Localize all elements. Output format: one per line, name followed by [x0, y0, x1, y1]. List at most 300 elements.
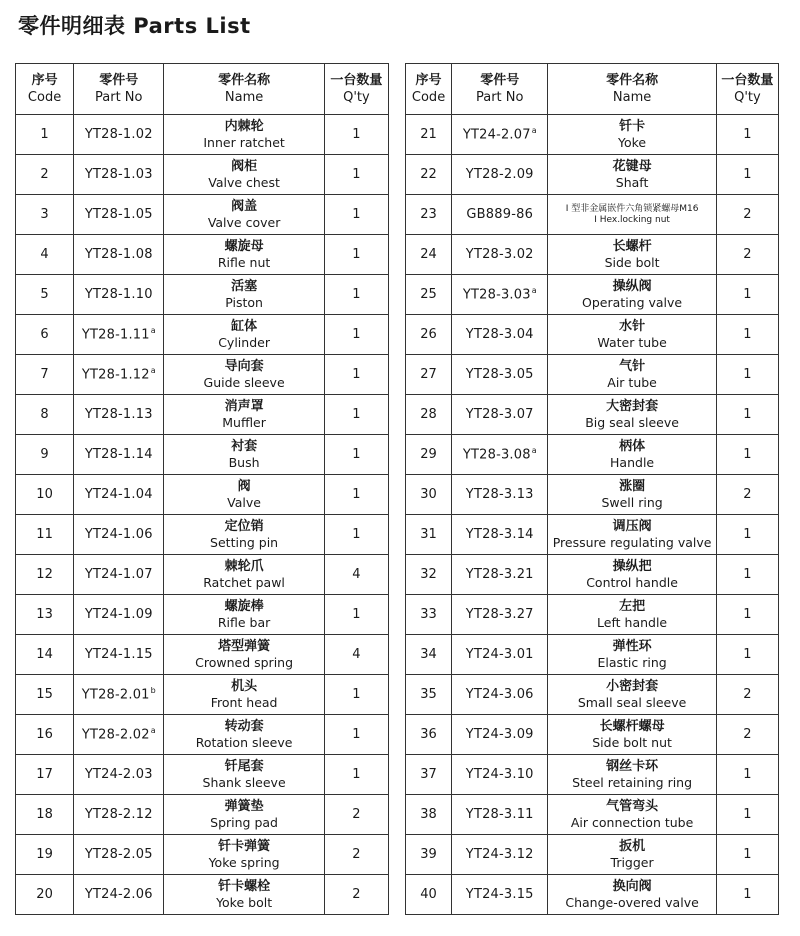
cell-name [548, 195, 716, 235]
cell-qty: 1 [716, 395, 778, 435]
cell-qty: 1 [716, 635, 778, 675]
cell-name [548, 475, 716, 515]
header-code: 序号 Code [16, 64, 74, 115]
part-number: YT24-3.09 [465, 727, 534, 742]
cell-code: 16 [16, 715, 74, 755]
name-chinese: 大密封套 [606, 399, 659, 414]
cell-part-no [74, 155, 164, 195]
cell-part-no [452, 715, 548, 755]
cell-qty: 4 [324, 555, 388, 595]
name-english: Valve chest [208, 175, 280, 190]
cell-name [548, 155, 716, 195]
cell-code: 32 [406, 555, 452, 595]
cell-name [164, 315, 324, 355]
cell-code: 13 [16, 595, 74, 635]
table-row [406, 875, 779, 915]
part-number: YT28-3.04 [465, 327, 534, 342]
name-english: Trigger [610, 855, 654, 870]
header-name: 零件名称 Name [548, 64, 716, 115]
name-english: Muffler [222, 415, 266, 430]
cell-name [164, 595, 324, 635]
table-row [406, 675, 779, 715]
name-english: Piston [225, 295, 263, 310]
cell-name [548, 315, 716, 355]
name-english: Rifle bar [217, 615, 271, 630]
name-english: Air connection tube [570, 815, 694, 830]
part-number: YT28-1.03 [84, 167, 153, 182]
part-number: YT28-1.11 [81, 327, 150, 343]
cell-code: 3 [16, 195, 74, 235]
name-english: Control handle [586, 575, 678, 590]
name-chinese: 导向套 [224, 359, 264, 374]
table-row [16, 755, 389, 795]
name-chinese: 调压阀 [612, 519, 652, 534]
name-english: Left handle [597, 615, 668, 630]
name-english: Yoke bolt [216, 895, 273, 910]
cell-part-no [74, 475, 164, 515]
cell-qty: 1 [716, 595, 778, 635]
part-number: YT28-3.21 [465, 567, 534, 582]
cell-code: 10 [16, 475, 74, 515]
page-title: 零件明细表 Parts List [18, 14, 251, 38]
cell-part-no [74, 835, 164, 875]
name-chinese: 转动套 [224, 719, 264, 734]
part-number: YT28-1.08 [84, 247, 153, 262]
cell-qty: 2 [324, 875, 388, 915]
cell-name [548, 355, 716, 395]
cell-part-no [452, 515, 548, 555]
header-part-no: 零件号 Part No [74, 64, 164, 115]
name-english: Crowned spring [195, 655, 294, 670]
table-row [406, 795, 779, 835]
cell-name [164, 115, 324, 155]
name-english: Shank sleeve [202, 775, 286, 790]
cell-part-no [452, 555, 548, 595]
name-english: Air tube [607, 375, 657, 390]
part-number: YT28-3.02 [465, 247, 534, 262]
cell-code: 12 [16, 555, 74, 595]
table-row [16, 435, 389, 475]
part-number: YT24-3.06 [465, 687, 534, 702]
table-row [16, 195, 389, 235]
cell-name [164, 795, 324, 835]
table-row [406, 635, 779, 675]
cell-part-no [74, 715, 164, 755]
cell-qty: 1 [324, 115, 388, 155]
cell-code: 14 [16, 635, 74, 675]
table-row [16, 675, 389, 715]
cell-code: 28 [406, 395, 452, 435]
part-number: YT28-2.09 [465, 167, 534, 182]
cell-part-no [452, 395, 548, 435]
name-chinese: 钎卡弹簧 [218, 839, 271, 854]
cell-name [548, 755, 716, 795]
cell-part-no [452, 635, 548, 675]
table-row [16, 355, 389, 395]
part-number: YT24-1.07 [84, 567, 153, 582]
cell-part-no [452, 595, 548, 635]
table-row [16, 115, 389, 155]
cell-code: 19 [16, 835, 74, 875]
part-number: YT28-3.07 [465, 407, 534, 422]
cell-part-no [452, 795, 548, 835]
table-row [16, 875, 389, 915]
cell-name [548, 835, 716, 875]
cell-name [164, 475, 324, 515]
name-chinese: 柄体 [619, 439, 646, 454]
table-row [16, 275, 389, 315]
cell-part-no [74, 875, 164, 915]
cell-code: 23 [406, 195, 452, 235]
cell-qty: 1 [324, 475, 388, 515]
name-chinese: 活塞 [231, 279, 258, 294]
cell-code: 24 [406, 235, 452, 275]
cell-code: 25 [406, 275, 452, 315]
table-row [406, 595, 779, 635]
cell-qty: 1 [324, 315, 388, 355]
cell-name [548, 115, 716, 155]
part-number: YT28-3.03 [462, 287, 531, 303]
cell-qty: 1 [324, 595, 388, 635]
table-row [16, 475, 389, 515]
part-number: YT28-3.27 [465, 607, 534, 622]
cell-qty: 1 [716, 275, 778, 315]
cell-name [548, 635, 716, 675]
cell-qty: 2 [324, 835, 388, 875]
table-row [406, 275, 779, 315]
part-superscript: a [150, 726, 156, 736]
cell-code: 34 [406, 635, 452, 675]
name-chinese: 钎卡螺栓 [218, 879, 271, 894]
cell-part-no [74, 595, 164, 635]
cell-part-no [74, 635, 164, 675]
cell-part-no [452, 315, 548, 355]
table-row [406, 715, 779, 755]
name-english: Front head [210, 695, 278, 710]
part-number: YT28-2.01 [81, 687, 150, 703]
cell-qty: 1 [716, 875, 778, 915]
cell-part-no [452, 275, 548, 315]
cell-qty: 1 [324, 515, 388, 555]
name-chinese: 钎卡 [619, 119, 646, 134]
table-row [16, 155, 389, 195]
part-number: YT24-2.06 [84, 887, 153, 902]
table-row [16, 715, 389, 755]
table-row [16, 555, 389, 595]
cell-code: 9 [16, 435, 74, 475]
name-english: Side bolt nut [592, 735, 672, 750]
name-chinese: 定位销 [224, 519, 264, 534]
name-chinese: 衬套 [231, 439, 258, 454]
name-english: Change-overed valve [565, 895, 699, 910]
name-chinese: 机头 [231, 679, 258, 694]
name-english: Steel retaining ring [572, 775, 693, 790]
part-superscript: a [150, 326, 156, 336]
name-chinese: 螺旋棒 [224, 599, 264, 614]
table-row [406, 475, 779, 515]
name-chinese: 缸体 [231, 319, 258, 334]
cell-qty: 1 [716, 555, 778, 595]
cell-qty: 2 [716, 475, 778, 515]
cell-code: 1 [16, 115, 74, 155]
name-english: I Hex.locking nut [594, 214, 670, 225]
name-english: Yoke spring [208, 855, 280, 870]
cell-part-no [74, 275, 164, 315]
part-number: YT28-1.10 [84, 287, 153, 302]
cell-name [548, 875, 716, 915]
part-superscript: a [150, 366, 156, 376]
part-number: YT28-3.13 [465, 487, 534, 502]
cell-name [164, 515, 324, 555]
cell-name [548, 435, 716, 475]
table-row [406, 315, 779, 355]
name-english: Guide sleeve [203, 375, 285, 390]
part-superscript: b [150, 686, 156, 696]
cell-name [164, 435, 324, 475]
name-chinese: 消声罩 [224, 399, 264, 414]
table-row [406, 155, 779, 195]
cell-qty: 2 [716, 715, 778, 755]
cell-name [548, 395, 716, 435]
name-chinese: 涨圈 [619, 479, 646, 494]
cell-name [164, 195, 324, 235]
cell-name [164, 635, 324, 675]
cell-code: 15 [16, 675, 74, 715]
name-chinese: 扳机 [619, 839, 646, 854]
cell-name [548, 795, 716, 835]
cell-qty: 1 [716, 795, 778, 835]
name-chinese: 棘轮爪 [224, 559, 264, 574]
part-number: YT28-2.02 [81, 727, 150, 743]
name-chinese: 操纵把 [612, 559, 652, 574]
name-chinese: 气管弯头 [606, 799, 659, 814]
cell-name [164, 395, 324, 435]
cell-qty: 1 [716, 115, 778, 155]
cell-part-no [74, 355, 164, 395]
name-english: Spring pad [210, 815, 278, 830]
cell-qty: 1 [716, 435, 778, 475]
cell-qty: 1 [324, 435, 388, 475]
cell-part-no [74, 795, 164, 835]
name-english: Valve cover [207, 215, 281, 230]
cell-qty: 1 [324, 715, 388, 755]
name-chinese: 阀盖 [231, 199, 258, 214]
cell-code: 29 [406, 435, 452, 475]
name-chinese: 内棘轮 [224, 119, 264, 134]
header-part-no: 零件号 Part No [452, 64, 548, 115]
table-row [406, 235, 779, 275]
cell-name [548, 675, 716, 715]
cell-code: 4 [16, 235, 74, 275]
name-english: Yoke [618, 135, 647, 150]
table-row [406, 515, 779, 555]
cell-name [548, 555, 716, 595]
cell-code: 31 [406, 515, 452, 555]
name-english: Cylinder [218, 335, 270, 350]
part-number: YT24-3.12 [465, 847, 534, 862]
cell-part-no [452, 115, 548, 155]
table-row [406, 195, 779, 235]
part-number: YT28-2.12 [84, 807, 153, 822]
cell-qty: 1 [324, 275, 388, 315]
cell-qty: 2 [716, 195, 778, 235]
name-english: Setting pin [210, 535, 279, 550]
cell-qty: 2 [324, 795, 388, 835]
table-row [16, 595, 389, 635]
cell-name [164, 835, 324, 875]
cell-qty: 1 [716, 155, 778, 195]
name-english: Rifle nut [217, 255, 271, 270]
table-row [16, 515, 389, 555]
header-qty: 一台数量 Q'ty [324, 64, 388, 115]
cell-code: 6 [16, 315, 74, 355]
cell-part-no [74, 675, 164, 715]
header-qty: 一台数量 Q'ty [716, 64, 778, 115]
name-english: Rotation sleeve [195, 735, 293, 750]
cell-qty: 1 [324, 395, 388, 435]
cell-part-no [452, 755, 548, 795]
part-number: YT24-2.03 [84, 767, 153, 782]
cell-code: 38 [406, 795, 452, 835]
cell-qty: 1 [716, 835, 778, 875]
name-english: Pressure regulating valve [552, 535, 712, 550]
name-english: Handle [610, 455, 655, 470]
cell-code: 39 [406, 835, 452, 875]
name-chinese: 花键母 [612, 159, 652, 174]
header-row [16, 64, 389, 115]
part-number: YT28-1.14 [84, 447, 153, 462]
cell-qty: 1 [716, 755, 778, 795]
cell-qty: 4 [324, 635, 388, 675]
name-chinese: 塔型弹簧 [218, 639, 271, 654]
cell-part-no [452, 475, 548, 515]
cell-code: 27 [406, 355, 452, 395]
cell-part-no [74, 115, 164, 155]
cell-name [164, 155, 324, 195]
cell-part-no [74, 315, 164, 355]
cell-part-no [74, 515, 164, 555]
cell-qty: 1 [324, 755, 388, 795]
table-row [406, 435, 779, 475]
cell-code: 26 [406, 315, 452, 355]
part-number: YT24-3.10 [465, 767, 534, 782]
cell-part-no [74, 555, 164, 595]
part-number: YT24-2.07 [462, 127, 531, 143]
name-chinese: 螺旋母 [224, 239, 264, 254]
header-name: 零件名称 Name [164, 64, 324, 115]
part-superscript: a [531, 126, 537, 136]
cell-qty: 1 [716, 515, 778, 555]
part-number: YT28-3.14 [465, 527, 534, 542]
name-chinese: 气针 [619, 359, 646, 374]
cell-code: 33 [406, 595, 452, 635]
cell-qty: 1 [324, 235, 388, 275]
cell-part-no [452, 675, 548, 715]
name-english: Water tube [597, 335, 667, 350]
cell-part-no [74, 755, 164, 795]
table-row [406, 355, 779, 395]
cell-part-no [452, 435, 548, 475]
cell-name [164, 355, 324, 395]
name-english: Side bolt [604, 255, 660, 270]
cell-code: 30 [406, 475, 452, 515]
cell-name [548, 235, 716, 275]
name-chinese: 长螺杆螺母 [599, 719, 665, 734]
part-number: YT24-1.04 [84, 487, 153, 502]
cell-part-no [74, 195, 164, 235]
part-number: YT28-3.05 [465, 367, 534, 382]
name-english: Valve [227, 495, 261, 510]
cell-qty: 1 [324, 155, 388, 195]
cell-code: 18 [16, 795, 74, 835]
part-number: YT28-2.05 [84, 847, 153, 862]
cell-qty: 1 [324, 675, 388, 715]
name-chinese: 换向阀 [612, 879, 652, 894]
name-chinese: 弹簧垫 [224, 799, 264, 814]
cell-name [164, 675, 324, 715]
cell-part-no [452, 355, 548, 395]
cell-name [164, 555, 324, 595]
cell-name [548, 515, 716, 555]
cell-code: 40 [406, 875, 452, 915]
part-number: GB889-86 [466, 207, 534, 222]
name-english: Swell ring [601, 495, 663, 510]
name-chinese: 弹性环 [612, 639, 652, 654]
name-english: Elastic ring [597, 655, 667, 670]
cell-part-no [74, 435, 164, 475]
table-row [16, 635, 389, 675]
table-row [16, 395, 389, 435]
part-number: YT24-1.09 [84, 607, 153, 622]
cell-part-no [452, 155, 548, 195]
part-number: YT24-3.15 [465, 887, 534, 902]
cell-name [164, 715, 324, 755]
cell-code: 22 [406, 155, 452, 195]
cell-qty: 2 [716, 235, 778, 275]
part-number: YT28-1.05 [84, 207, 153, 222]
table-row [406, 555, 779, 595]
table-row [406, 115, 779, 155]
name-chinese: 钢丝卡环 [606, 759, 659, 774]
name-english: Small seal sleeve [577, 695, 687, 710]
table-row [16, 235, 389, 275]
cell-name [164, 235, 324, 275]
header-row [406, 64, 779, 115]
cell-name [548, 275, 716, 315]
parts-table-right [405, 63, 779, 915]
name-chinese: 左把 [619, 599, 646, 614]
name-chinese: 阀 [237, 479, 251, 494]
cell-qty: 1 [324, 355, 388, 395]
cell-qty: 1 [324, 195, 388, 235]
cell-code: 20 [16, 875, 74, 915]
table-row [16, 835, 389, 875]
cell-part-no [452, 875, 548, 915]
part-number: YT28-1.13 [84, 407, 153, 422]
parts-table-left [15, 63, 389, 915]
table-row [16, 315, 389, 355]
cell-part-no [452, 235, 548, 275]
table-row [16, 795, 389, 835]
name-chinese: 长螺杆 [612, 239, 652, 254]
part-number: YT28-3.11 [465, 807, 534, 822]
name-chinese: 钎尾套 [224, 759, 264, 774]
cell-name [164, 875, 324, 915]
name-english: Bush [228, 455, 260, 470]
header-code: 序号 Code [406, 64, 452, 115]
name-chinese: 水针 [619, 319, 646, 334]
cell-name [164, 755, 324, 795]
